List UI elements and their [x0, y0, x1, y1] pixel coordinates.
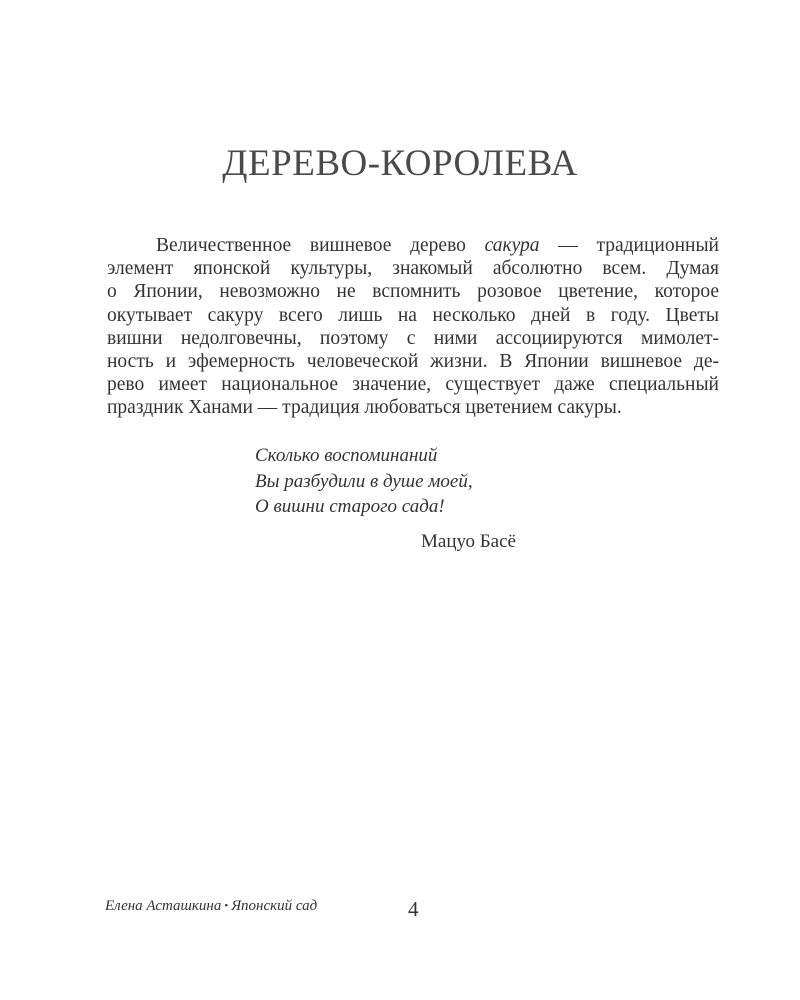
- paragraph-line: вишни недолговечны, поэтому с ними ассоциируются мимолет-: [107, 327, 719, 349]
- footer-separator: •: [224, 900, 229, 912]
- paragraph-line-text: — традиционный: [539, 235, 719, 256]
- paragraph-line: элемент японской культуры, знакомый абсолютно всем. Думая: [107, 258, 719, 280]
- paragraph-line: ность и эфемерность человеческой жизни. В Японии вишневое де-: [107, 351, 719, 373]
- paragraph-line: окутывает сакуру всего лишь на несколько дней в году. Цветы: [107, 304, 719, 326]
- paragraph-line: [107, 234, 719, 257]
- poem-author: Мацуо Басё: [421, 531, 516, 552]
- running-footer: [105, 898, 317, 915]
- body-paragraph: [107, 234, 719, 420]
- poem-line: О вишни старого сада!: [255, 496, 445, 517]
- page-number: 4: [408, 897, 419, 921]
- haiku-poem: [255, 443, 473, 520]
- chapter-title: ДЕРЕВО-КОРОЛЕВА: [222, 143, 578, 184]
- paragraph-line: о Японии, невозможно не вспомнить розовое цветение, которое: [107, 281, 719, 303]
- poem-line: Вы разбудили в душе моей,: [255, 470, 473, 492]
- paragraph-line-text: Величественное вишневое дерево: [156, 235, 485, 256]
- italic-term: сакура: [484, 235, 540, 256]
- paragraph-line: рево имеет национальное значение, существует даже специальный: [107, 374, 719, 396]
- poem-line: Сколько воспоминаний: [255, 445, 438, 466]
- footer-author: Елена Асташкина: [105, 898, 222, 914]
- paragraph-line: праздник Ханами — традиция любоваться цветением сакуры.: [107, 397, 622, 419]
- footer-book-title: Японский сад: [231, 898, 318, 914]
